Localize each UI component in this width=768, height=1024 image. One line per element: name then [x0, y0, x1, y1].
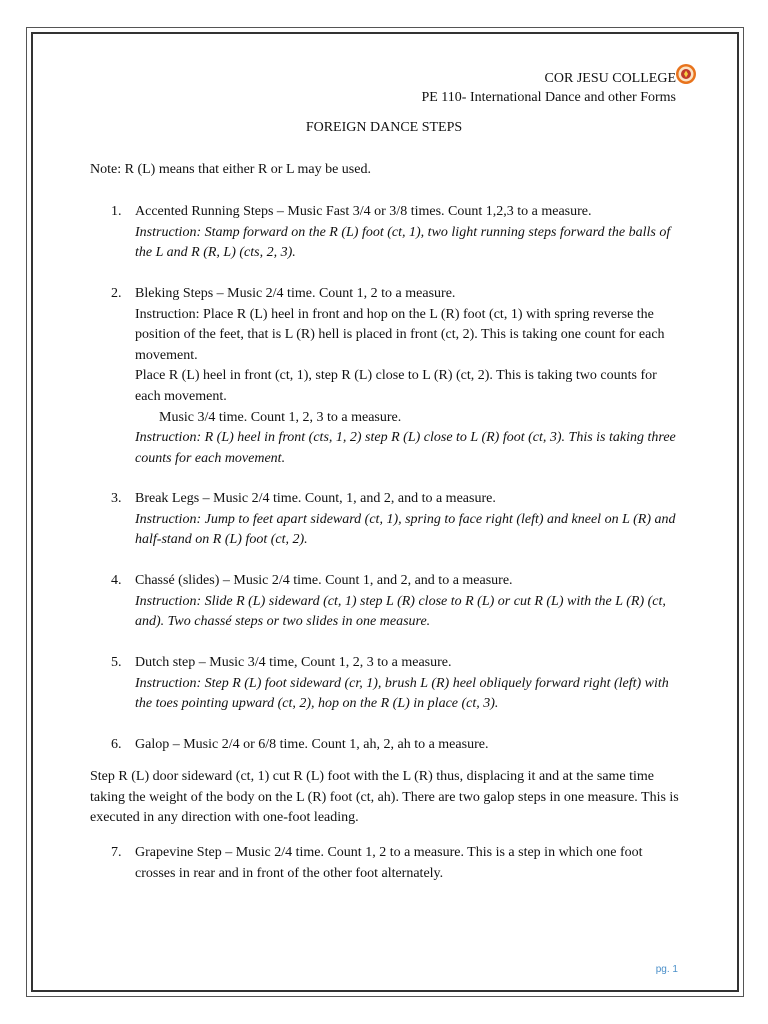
item-instruction: Instruction: Place R (L) heel in front and hop on the L (R) foot (ct, 1) with spring reverse the position of the feet, that is L (R) hell is placed in front (ct, 2). This is taking one count for each movement.: [135, 306, 665, 363]
course-title: PE 110- International Dance and other Forms: [421, 90, 676, 105]
item-instruction: Instruction: Stamp forward on the R (L) foot (ct, 1), two light running steps forward the balls of the L and R (R, L) (cts, 2, 3).: [135, 224, 671, 261]
item-heading: Dutch step – Music 3/4 time, Count 1, 2, 3 to a measure.: [135, 655, 452, 670]
item-heading: Chassé (slides) – Music 2/4 time. Count 1, and 2, and to a measure.: [135, 573, 513, 588]
college-line: [545, 69, 676, 88]
item-heading: Break Legs – Music 2/4 time. Count, 1, and 2, and to a measure.: [135, 491, 496, 506]
item-heading: Accented Running Steps – Music Fast 3/4 or 3/8 times. Count 1,2,3 to a measure.: [135, 204, 592, 219]
college-seal-icon: [675, 63, 697, 85]
list-item: [90, 843, 680, 884]
item-instruction: Instruction: R (L) heel in front (cts, 1, 2) step R (L) close to L (R) foot (ct, 3). This is taking three counts for each movement.: [135, 430, 676, 466]
item-instruction: Instruction: Jump to feet apart sideward (ct, 1), spring to face right (left) and kneel on L (R) and half-stand on R (L) foot (ct, 2).: [135, 511, 676, 548]
item-number: 4.: [111, 573, 122, 588]
note-text: Note: R (L) means that either R or L may be used.: [90, 162, 371, 177]
item-instruction: Instruction: Step R (L) foot sideward (cr, 1), brush L (R) heel obliquely forward right (left) with the toes pointing upward (ct, 2), hop on the R (L) in place (ct, 3).: [135, 675, 669, 712]
document-title: FOREIGN DANCE STEPS: [305, 120, 463, 135]
item-heading: Bleking Steps – Music 2/4 time. Count 1, 2 to a measure.: [135, 286, 456, 301]
page-number: pg. 1: [655, 964, 678, 975]
list-item: [90, 489, 680, 551]
list-item: [90, 571, 680, 633]
list-item: [90, 202, 680, 264]
item-subheading: Music 3/4 time. Count 1, 2, 3 to a measure.: [159, 409, 402, 425]
item-heading: Grapevine Step – Music 2/4 time. Count 1, 2 to a measure. This is a step in which one foot crosses in rear and in front of the other foot alternately.: [135, 845, 643, 881]
item-number: 3.: [111, 491, 122, 506]
item-instruction: Place R (L) heel in front (ct, 1), step R (L) close to L (R) (ct, 2). This is taking two counts for each movement.: [135, 368, 657, 404]
list-item: [90, 284, 680, 469]
item-number: 1.: [111, 204, 122, 219]
item-number: 2.: [111, 286, 122, 301]
item-heading: Galop – Music 2/4 or 6/8 time. Count 1, ah, 2, ah to a measure.: [135, 737, 489, 752]
item-number: 6.: [111, 737, 122, 752]
galop-paragraph: Step R (L) door sideward (ct, 1) cut R (L) foot with the L (R) thus, displacing it and at the same time taking the weight of the body on the L (R) foot (ct, ah). There are two galop steps in one measure. This is executed in any direction with one-foot leading.: [90, 769, 679, 826]
college-name: COR JESU COLLEGE: [544, 71, 676, 86]
list-item: [90, 735, 680, 756]
document-header: [421, 69, 676, 107]
list-item: [90, 653, 680, 715]
item-instruction: Instruction: Slide R (L) sideward (ct, 1) step L (R) close to R (L) or cut R (L) with the L (R) (ct, and). Two chassé steps or two slides in one measure.: [135, 593, 666, 630]
item-number: 7.: [111, 845, 122, 860]
item-number: 5.: [111, 655, 122, 670]
